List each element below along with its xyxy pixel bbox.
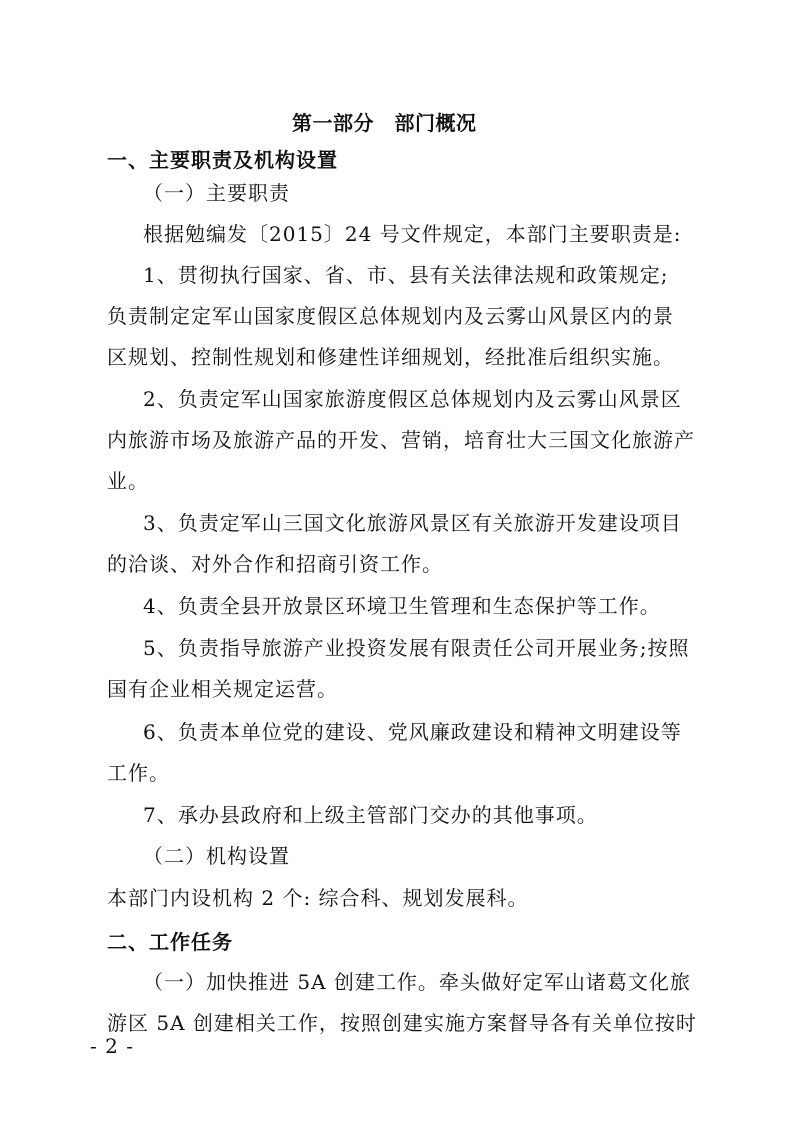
duty-1-line-3: 区规划、控制性规划和修建性详细规划，经批准后组织实施。 [107, 345, 674, 369]
duty-3-line-1: 3、负责定军山三国文化旅游风景区有关旅游开发建设项目 [143, 511, 682, 535]
task-1-line-1: （一）加快推进 5A 创建工作。牵头做好定军山诸葛文化旅 [143, 970, 691, 994]
task-1-line-2: 游区 5A 创建相关工作，按照创建实施方案督导各有关单位按时 [107, 1011, 697, 1035]
subsection-heading-organization: （二）机构设置 [143, 844, 290, 868]
duty-7-line: 7、承办县政府和上级主管部门交办的其他事项。 [143, 803, 598, 827]
duty-2-line-1: 2、负责定军山国家旅游度假区总体规划内及云雾山风景区 [143, 387, 682, 411]
duty-3-line-2: 的洽谈、对外合作和招商引资工作。 [107, 552, 443, 576]
duty-6-line-1: 6、负责本单位党的建设、党风廉政建设和精神文明建设等 [143, 720, 682, 744]
duty-4-line: 4、负责全县开放景区环境卫生管理和生态保护等工作。 [143, 594, 661, 618]
organization-paragraph: 本部门内设机构 2 个: 综合科、规划发展科。 [107, 886, 529, 910]
section-heading-work-tasks: 二、工作任务 [107, 930, 233, 954]
section-heading-duties-organization: 一、主要职责及机构设置 [107, 148, 338, 172]
duties-intro-paragraph: 根据勉编发〔2015〕24 号文件规定，本部门主要职责是: [143, 222, 682, 246]
duty-5-line-2: 国有企业相关规定运营。 [107, 677, 338, 701]
page-title: 第一部分 部门概况 [292, 111, 477, 135]
subsection-heading-main-duties: （一）主要职责 [143, 181, 290, 205]
page-number: - 2 - [90, 1034, 134, 1058]
duty-6-line-2: 工作。 [107, 761, 170, 785]
duty-5-line-1: 5、负责指导旅游产业投资发展有限责任公司开展业务;按照 [143, 636, 690, 660]
duty-2-line-2: 内旅游市场及旅游产品的开发、营销，培育壮大三国文化旅游产 [107, 428, 695, 452]
duty-1-line-2: 负责制定定军山国家度假区总体规划内及云雾山风景区内的景 [107, 304, 674, 328]
duty-1-line-1: 1、贯彻执行国家、省、市、县有关法律法规和政策规定; [143, 263, 669, 287]
duty-2-line-3: 业。 [107, 469, 149, 493]
